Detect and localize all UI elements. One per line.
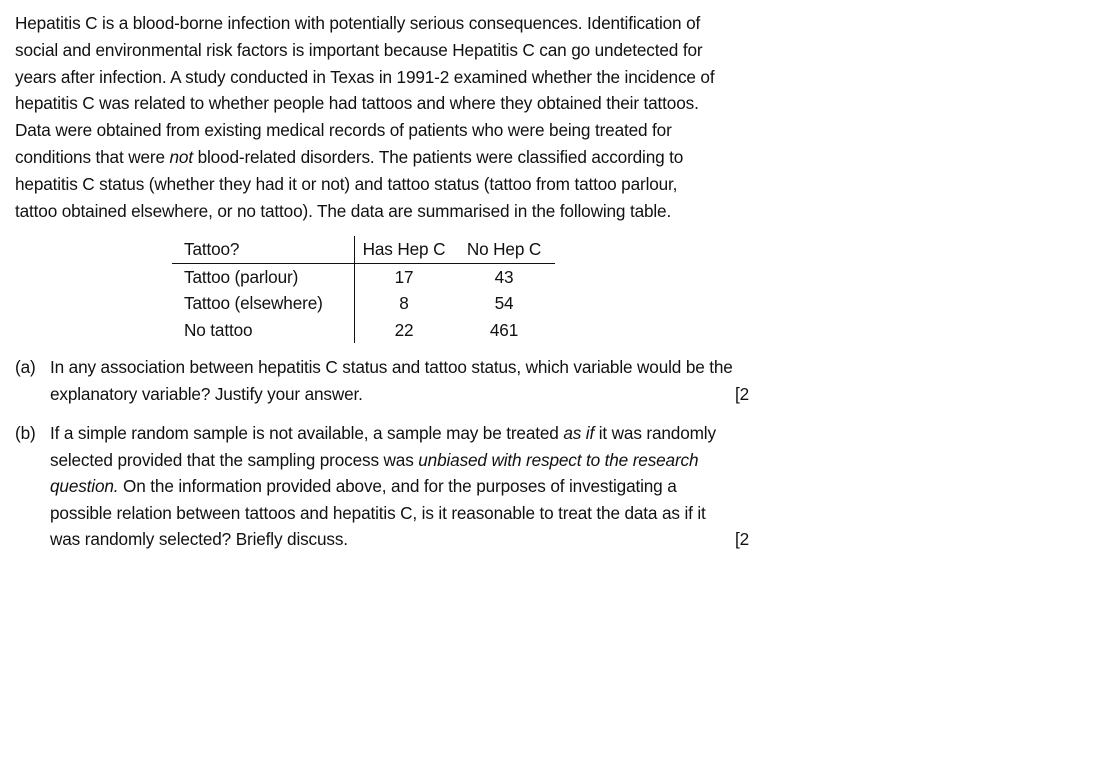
intro-line: hepatitis C status (whether they had it or not) and tattoo status (tattoo from tattoo parlour, — [15, 173, 678, 194]
question-line: was randomly selected? Briefly discuss. — [50, 529, 348, 549]
table-row — [172, 317, 555, 344]
cell-has-hep-c: 17 — [394, 266, 414, 287]
question-line — [50, 447, 1116, 474]
question-line: explanatory variable? Justify your answer. — [50, 383, 363, 404]
row-label: Tattoo (elsewhere) — [172, 290, 355, 317]
row-label: No tattoo — [172, 317, 355, 344]
cell-no-hep-c: 461 — [489, 319, 519, 340]
intro-line: social and environmental risk factors is important because Hepatitis C can go undetected for — [15, 39, 703, 60]
intro-line: Data were obtained from existing medical records of patients who were being treated for — [15, 120, 672, 141]
question-text: selected provided that the sampling process was — [50, 449, 419, 470]
intro-text: blood-related disorders. The patients were classified according to — [192, 146, 684, 167]
header-has-hep-c: Has Hep C — [355, 236, 454, 263]
question-line — [50, 420, 1116, 447]
intro-line: Hepatitis C is a blood-borne infection with potentially serious consequences. Identification of — [15, 13, 701, 33]
question-line: possible relation between tattoos and hepatitis C, is it reasonable to treat the data as if it — [50, 502, 706, 523]
question-line — [50, 473, 1116, 500]
question-a — [15, 354, 1116, 410]
question-text: it was randomly — [594, 423, 716, 443]
question-emphasis: unbiased with respect to the research — [418, 449, 699, 470]
question-a-label: (a) — [15, 357, 36, 377]
intro-text: conditions that were — [15, 146, 170, 167]
header-tattoo: Tattoo? — [172, 236, 355, 263]
question-b-label: (b) — [15, 423, 36, 443]
intro-line: tattoo obtained elsewhere, or no tattoo). The data are summarised in the following table. — [15, 200, 672, 221]
question-b-text — [50, 420, 1116, 553]
intro-line: hepatitis C was related to whether people had tattoos and where they obtained their tattoos. — [15, 93, 699, 114]
row-label: Tattoo (parlour) — [172, 263, 355, 290]
table-row — [172, 263, 555, 290]
question-emphasis: question. — [50, 476, 119, 496]
question-text: If a simple random sample is not available, a sample may be treated — [50, 423, 564, 443]
intro-line — [15, 144, 745, 171]
tattoo-hepc-table — [172, 236, 555, 343]
cell-no-hep-c: 43 — [494, 266, 514, 287]
question-emphasis: as if — [563, 423, 595, 443]
cell-has-hep-c: 8 — [399, 293, 409, 313]
intro-emphasis: not — [169, 146, 193, 167]
table-header-row — [172, 236, 555, 263]
intro-paragraph — [15, 10, 745, 224]
question-b-marks: [2 — [735, 529, 750, 549]
header-no-hep-c: No Hep C — [453, 236, 555, 263]
table-row — [172, 290, 555, 317]
cell-has-hep-c: 22 — [394, 319, 414, 340]
question-text: On the information provided above, and for the purposes of investigating a — [118, 476, 677, 496]
cell-no-hep-c: 54 — [494, 293, 514, 313]
question-a-text — [50, 354, 1116, 407]
intro-line: years after infection. A study conducted in Texas in 1991-2 examined whether the incidence of — [15, 66, 715, 87]
question-a-marks: [2 — [735, 383, 750, 404]
question-b — [15, 420, 1116, 556]
question-line: In any association between hepatitis C status and tattoo status, which variable would be the — [50, 357, 733, 377]
